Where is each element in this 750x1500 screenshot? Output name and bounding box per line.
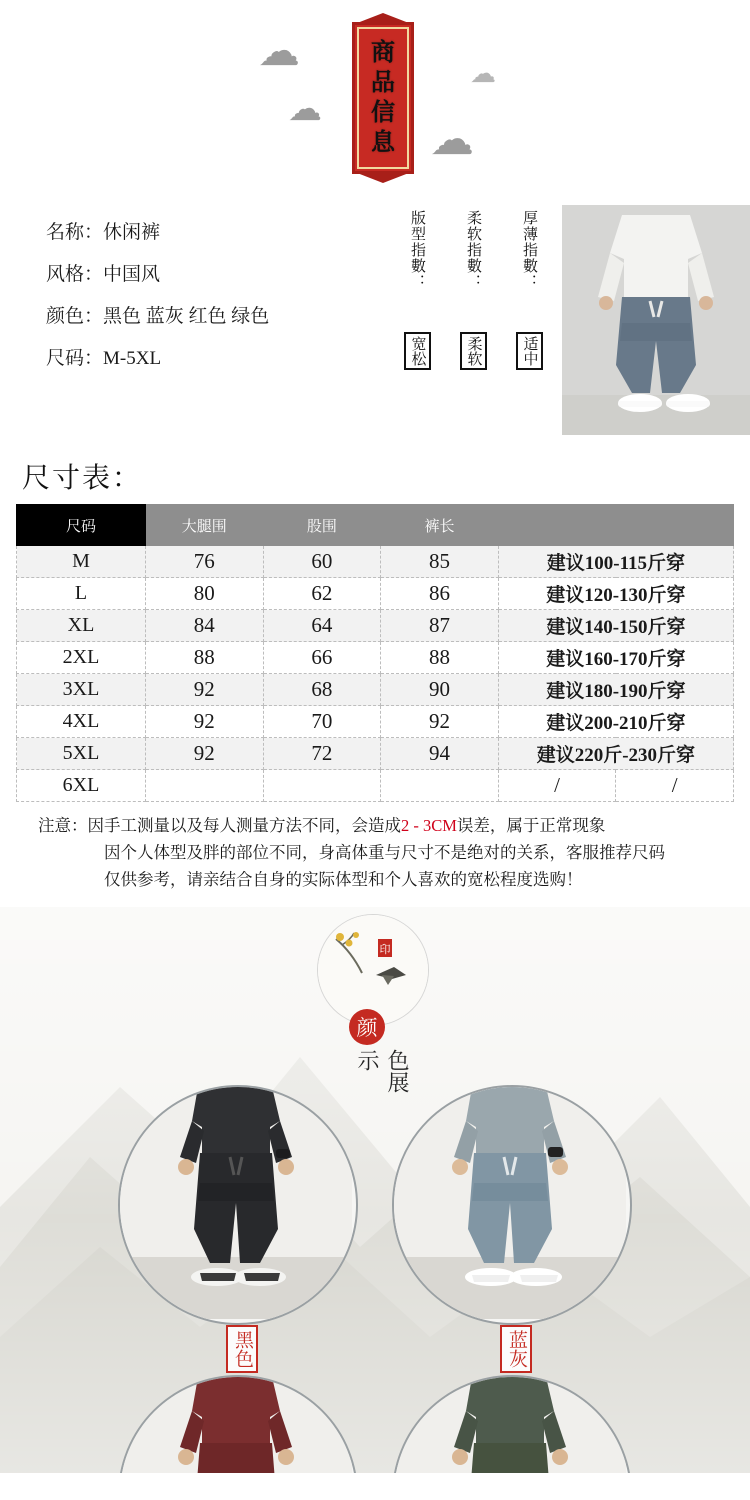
color-swatch-bluegray-label: 蓝灰 — [500, 1325, 532, 1373]
cell-thigh: 80 — [146, 578, 264, 610]
rating-meters — [402, 210, 544, 370]
cell-length: 86 — [381, 578, 499, 610]
cell-length: 88 — [381, 642, 499, 674]
attribute-label-name: 名称： — [46, 222, 104, 243]
notice-line-2 — [38, 839, 714, 866]
color-swatch-black-label: 黑色 — [226, 1325, 258, 1373]
cell-recommend: 建议220斤-230斤穿 — [498, 738, 733, 770]
attribute-label-color: 颜色： — [46, 306, 104, 327]
cell-thigh: 92 — [146, 674, 264, 706]
color-showcase-section — [0, 907, 750, 1473]
cell-hip: 66 — [263, 642, 381, 674]
size-chart-header — [17, 505, 734, 546]
cell-hip — [263, 770, 381, 802]
measurement-notice — [38, 812, 714, 893]
column-header-recommend — [498, 505, 616, 546]
attribute-row-style — [46, 254, 269, 296]
column-header-extra — [616, 505, 734, 546]
color-swatch-black[interactable] — [118, 1085, 358, 1325]
notice-line-3-text: 仅供参考，请亲结合自身的实际体型和个人喜欢的宽松程度选购！ — [104, 870, 583, 889]
cloud-icon: ☁ — [288, 90, 322, 128]
cell-recommend: 建议180-190斤穿 — [498, 674, 733, 706]
size-chart-table — [16, 504, 734, 802]
table-row — [17, 674, 734, 706]
attribute-label-style: 风格： — [46, 264, 104, 285]
swatch-photo-bluegray — [394, 1087, 626, 1319]
size-chart-body — [17, 546, 734, 802]
cell-hip: 70 — [263, 706, 381, 738]
cell-hip: 62 — [263, 578, 381, 610]
cell-size: L — [17, 578, 146, 610]
notice-line-2-text: 因个人体型及胖的部位不同，身高体重与尺寸不是绝对的关系，客服推荐尺码 — [104, 843, 665, 862]
cell-thigh — [146, 770, 264, 802]
notice-tolerance: 2 - 3CM — [401, 816, 457, 835]
page-title-char-4: 息 — [371, 130, 395, 156]
cell-length: 92 — [381, 706, 499, 738]
page-title-char-3: 信 — [371, 100, 395, 126]
cell-size: 4XL — [17, 706, 146, 738]
table-row — [17, 770, 734, 802]
cell-hip: 72 — [263, 738, 381, 770]
cell-hip: 60 — [263, 546, 381, 578]
cell-extra: / — [616, 770, 734, 802]
cell-recommend: 建议140-150斤穿 — [498, 610, 733, 642]
cell-recommend: 建议120-130斤穿 — [498, 578, 733, 610]
meter-thickness-value: 适中 — [516, 332, 543, 370]
svg-text:印: 印 — [379, 944, 391, 956]
notice-line-1-b: 误差，属于正常现象 — [456, 816, 606, 835]
meter-softness-value: 柔软 — [460, 332, 487, 370]
meter-softness — [458, 210, 488, 370]
product-info-section — [0, 200, 750, 450]
page-title-char-2: 品 — [371, 70, 395, 96]
cell-length — [381, 770, 499, 802]
meter-fit — [402, 210, 432, 370]
table-row — [17, 546, 734, 578]
table-header-row — [17, 505, 734, 546]
cell-size: XL — [17, 610, 146, 642]
page-banner — [0, 0, 750, 200]
attribute-value-size: M-5XL — [103, 348, 162, 369]
size-chart-section — [0, 456, 750, 893]
swatch-photo-black — [120, 1087, 352, 1319]
attribute-value-name: 休闲裤 — [103, 222, 161, 243]
color-swatch-bluegray[interactable] — [392, 1085, 632, 1325]
cell-thigh: 76 — [146, 546, 264, 578]
meter-fit-value: 宽松 — [404, 332, 431, 370]
notice-line-1-a: 注意：因手工测量以及每人测量方法不同，会造成 — [38, 816, 401, 835]
product-hero-photo — [562, 205, 750, 435]
column-header-size: 尺码 — [17, 505, 146, 546]
column-header-hip: 股围 — [263, 505, 381, 546]
cell-hip: 64 — [263, 610, 381, 642]
hero-photo-illustration — [562, 205, 750, 435]
size-chart-title: 尺寸表： — [22, 463, 143, 494]
cell-thigh: 92 — [146, 706, 264, 738]
cell-size: 6XL — [17, 770, 146, 802]
cloud-icon: ☁ — [430, 115, 474, 164]
bird-branch-illustration — [318, 915, 428, 1025]
cell-size: M — [17, 546, 146, 578]
table-row — [17, 642, 734, 674]
attribute-value-color: 黑色 蓝灰 红色 绿色 — [103, 306, 270, 327]
cloud-icon: ☁ — [258, 27, 300, 74]
attribute-row-color — [46, 296, 269, 338]
cell-recommend: 建议200-210斤穿 — [498, 706, 733, 738]
cell-thigh: 88 — [146, 642, 264, 674]
product-attribute-list — [46, 212, 269, 380]
table-row — [17, 706, 734, 738]
attribute-value-style: 中国风 — [103, 264, 161, 285]
attribute-label-size: 尺码： — [46, 348, 104, 369]
attribute-row-size — [46, 338, 269, 380]
cell-length: 87 — [381, 610, 499, 642]
cell-recommend: / — [498, 770, 616, 802]
meter-thickness-label: 厚薄指數： — [521, 210, 537, 290]
table-row — [17, 578, 734, 610]
cell-thigh: 92 — [146, 738, 264, 770]
cloud-icon: ☁ — [470, 58, 496, 88]
page-title-char-1: 商 — [371, 40, 395, 66]
notice-line-3 — [38, 866, 714, 893]
column-header-thigh: 大腿围 — [146, 505, 264, 546]
meter-fit-label: 版型指數： — [409, 210, 425, 290]
cell-thigh: 84 — [146, 610, 264, 642]
meter-thickness — [514, 210, 544, 370]
cell-length: 90 — [381, 674, 499, 706]
cell-size: 5XL — [17, 738, 146, 770]
cell-length: 94 — [381, 738, 499, 770]
color-showcase-label: 色展示 — [355, 1049, 410, 1093]
column-header-length: 裤长 — [381, 505, 499, 546]
cell-recommend: 建议100-115斤穿 — [498, 546, 733, 578]
notice-line-1 — [38, 812, 714, 839]
meter-softness-label: 柔软指數： — [465, 210, 481, 290]
decorative-seal-circle — [318, 915, 428, 1025]
table-row — [17, 738, 734, 770]
cell-length: 85 — [381, 546, 499, 578]
attribute-row-name — [46, 212, 269, 254]
page-title-plaque — [352, 22, 414, 174]
cell-size: 2XL — [17, 642, 146, 674]
cell-recommend: 建议160-170斤穿 — [498, 642, 733, 674]
cell-hip: 68 — [263, 674, 381, 706]
color-seal-badge: 颜 — [349, 1009, 385, 1045]
table-row — [17, 610, 734, 642]
cell-size: 3XL — [17, 674, 146, 706]
